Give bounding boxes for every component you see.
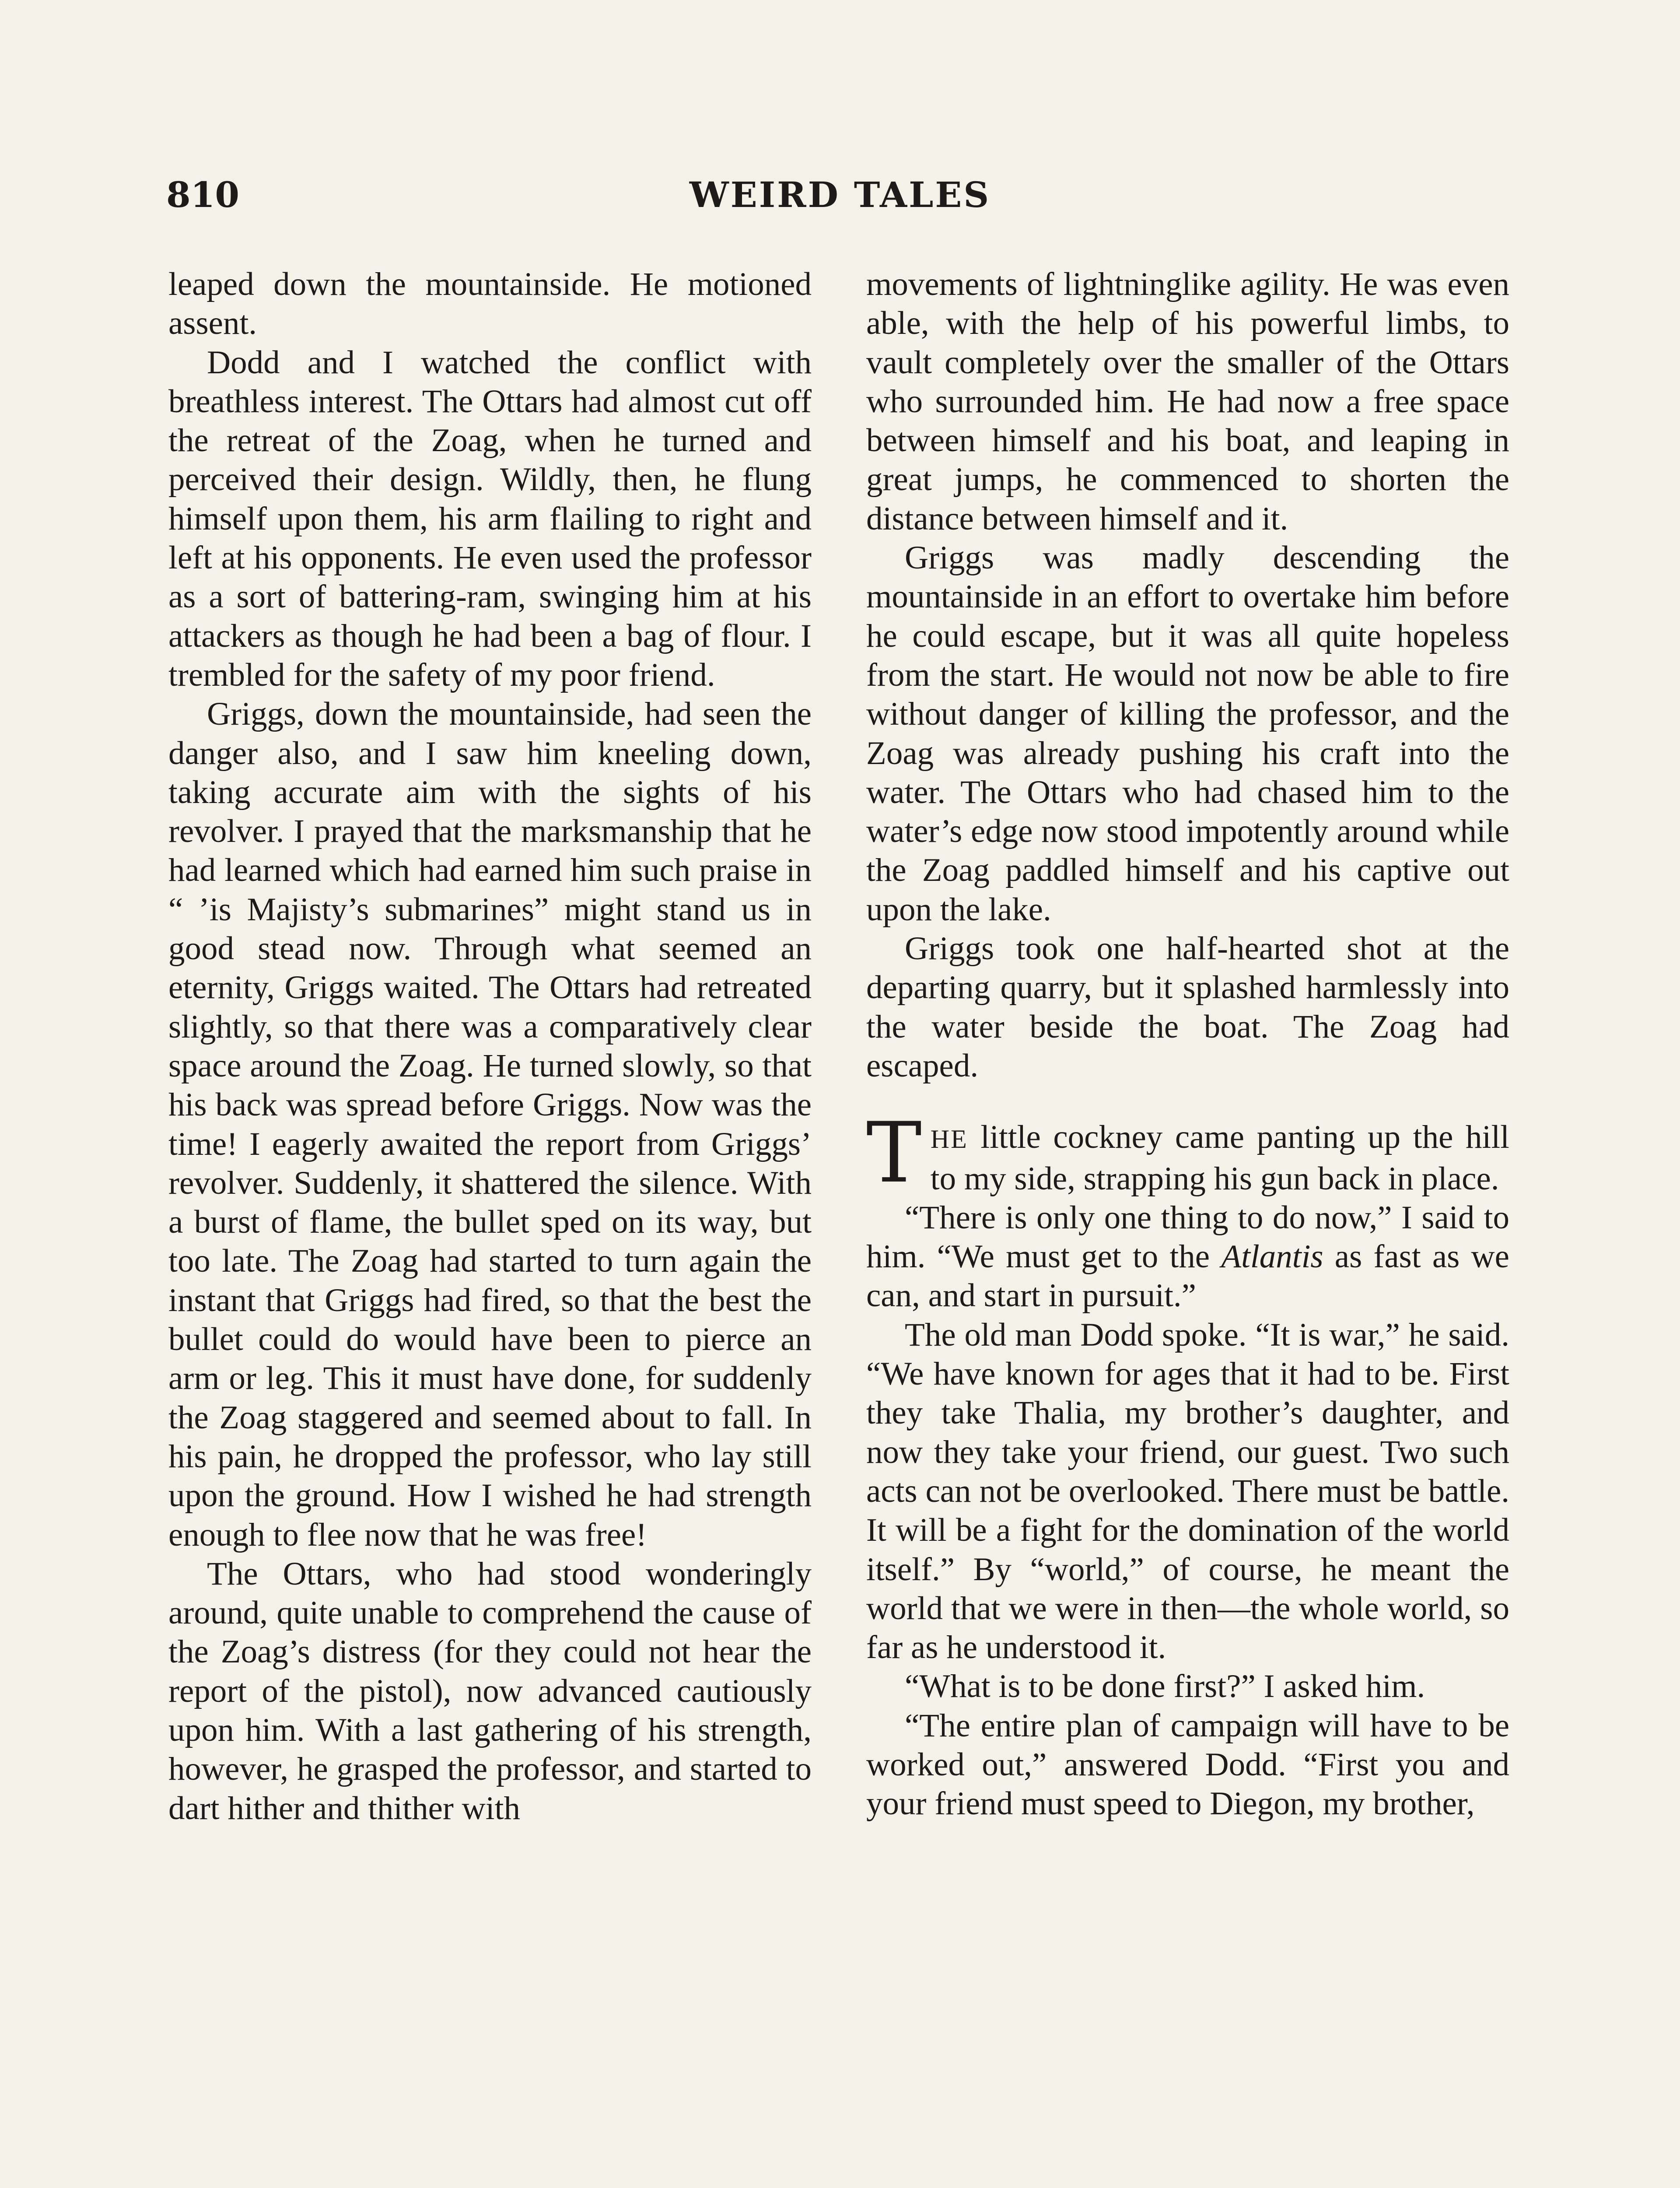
paragraph: The Ottars, who had stood wonderingly around, quite unable to comprehend the cause of the Zoag’s distress (for they could not hear the report of the pistol), now advanced cautiously upon him. With a last gathering of his strength, however, he grasped the professor, and started to dart hither and thither with (168, 1555, 812, 1827)
section-opening-text: little cockney came panting up the hill to my side, strapping his gun back in place. (930, 1119, 1509, 1197)
quote-text: “There is only one thing to do now,” I said to him. “We must get to the (866, 1199, 1509, 1275)
paragraph: movements of lightninglike agility. He was even able, with the help of his powerful limbs, to vault completely over the smaller of the Ottars who surrounded him. He had now a free space between himself and his boat, and leaping in great jumps, he commenced to shorten the distance between himself and it. (866, 266, 1509, 537)
ship-name: Atlantis (1221, 1238, 1323, 1275)
paragraph: Griggs took one half-hearted shot at the departing quarry, but it splashed harmlessly into the water beside the boat. The Zoag had escaped. (866, 930, 1509, 1084)
paragraph: Griggs, down the mountainside, had seen the danger also, and I saw him kneeling down, taking accurate aim with the sights of his revolver. I prayed that the marksmanship that he had learned which had earned him such praise in “ ’is Majisty’s submarines” might stand us in good stead now. Through what seemed an eternity, Griggs waited. The Ottars had retreated slightly, so that there was a comparatively clear space around the Zoag. He turned slowly, so that his back was spread before Griggs. Now was the time! I eagerly awaited the report from Griggs’ revolver. Suddenly, it shattered the silence. With a burst of flame, the bullet sped on its way, but too late. The Zoag had started to turn again the instant that Griggs had fired, so that the best the bullet could do would have been to pierce an arm or leg. This it must have done, for suddenly the Zoag staggered and seemed about to fall. In his pain, he dropped the professor, who lay still upon the ground. How I wished he had strength enough to flee now that he was free! (168, 696, 812, 1553)
running-head: WEIRD TALES (689, 174, 991, 215)
paragraph: leaped down the mountainside. He motioned assent. (168, 266, 812, 342)
smallcaps-word: HE (930, 1125, 968, 1154)
left-column (168, 265, 812, 1828)
paragraph: “The entire plan of campaign will have to be worked out,” answered Dodd. “First you and your friend must speed to Diegon, my brother, (866, 1707, 1509, 1822)
quote-text: as fast as we can, and start in pursuit.” (866, 1238, 1509, 1314)
page-header (166, 171, 1514, 219)
right-column (866, 265, 1509, 1823)
section-opening-paragraph (866, 1105, 1509, 1202)
paragraph: Dodd and I watched the conflict with breathless interest. The Ottars had almost cut off the retreat of the Zoag, when he turned and perceived their design. Wildly, then, he flung himself upon them, his arm flailing to right and left at his opponents. He even used the professor as a sort of battering-ram, swinging him at his attackers as though he had been a bag of flour. I trembled for the safety of my poor friend. (168, 344, 812, 693)
page-number: 810 (166, 174, 239, 215)
paragraph (866, 1198, 1509, 1315)
paragraph: “What is to be done first?” I asked him. (905, 1668, 1425, 1705)
paragraph: The old man Dodd spoke. “It is war,” he said. “We have known for ages that it had to be. First they take Thalia, my brother’s daughter, and now they take your friend, our guest. Two such acts can not be overlooked. There must be battle. It will be a fight for the domination of the world itself.” By “world,” of course, he meant the world that we were in then—the whole world, so far as he understood it. (866, 1316, 1509, 1666)
drop-cap: T (866, 1105, 922, 1202)
paragraph: Griggs was madly descending the mountainside in an effort to overtake him before he could escape, but it was all quite hopeless from the start. He would not now be able to fire without danger of killing the professor, and the Zoag was already pushing his craft into the water. The Ottars who had chased him to the water’s edge now stood impotently around while the Zoag paddled himself and his captive out upon the lake. (866, 540, 1509, 928)
